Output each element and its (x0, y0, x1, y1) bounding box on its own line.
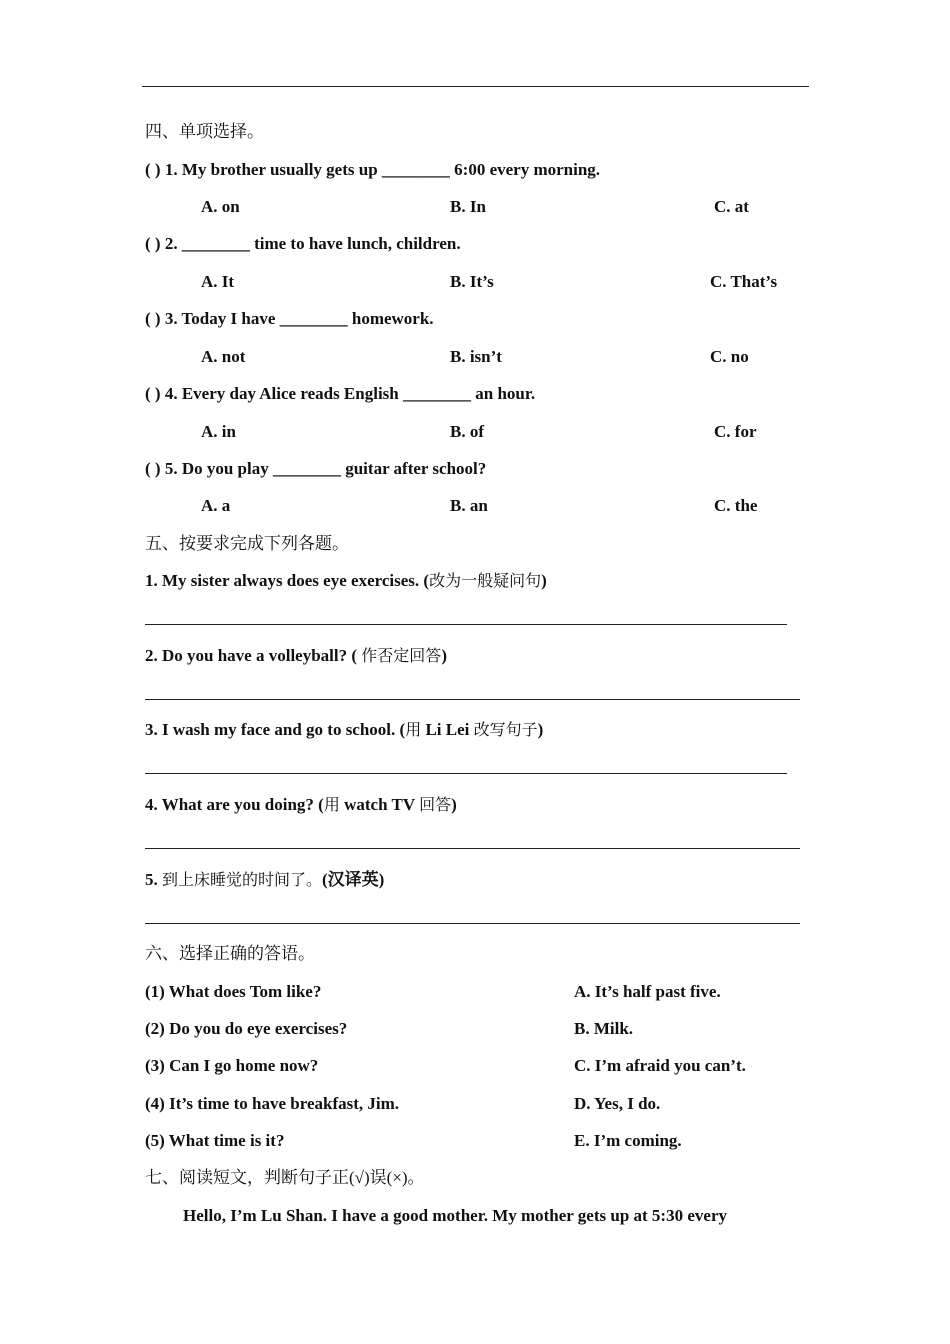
match-question-3: (3) Can I go home now? (145, 1056, 319, 1075)
match-answer-b: B. Milk. (574, 1019, 634, 1038)
section-4-title: 四、单项选择。 (145, 122, 264, 141)
match-question-5: (5) What time is it? (145, 1131, 285, 1150)
question-1: ( ) 1. My brother usually gets up ________ 6:00 every morning. (145, 160, 601, 179)
transform-item-3: 3. I wash my face and go to school. (用 Li Lei 改写句子) (145, 720, 544, 739)
q1-option-a: A. on (201, 197, 240, 216)
q4-option-c: C. for (714, 422, 757, 441)
section-6-title: 六、选择正确的答语。 (145, 944, 315, 963)
question-5: ( ) 5. Do you play ________ guitar after school? (145, 459, 487, 478)
q4-option-b: B. of (450, 422, 484, 441)
q2-option-c: C. That’s (710, 272, 778, 291)
q3-option-a: A. not (201, 347, 246, 366)
match-answer-e: E. I’m coming. (574, 1131, 682, 1150)
q5-option-c: C. the (714, 496, 758, 515)
q5-option-b: B. an (450, 496, 488, 515)
section-7-title: 七、阅读短文，判断句子正(√)误(×)。 (145, 1168, 425, 1187)
q1-option-c: C. at (714, 197, 749, 216)
header-rule (142, 86, 809, 87)
q2-option-a: A. It (201, 272, 235, 291)
transform-item-5: 5. 到上床睡觉的时间了。(汉译英) (145, 870, 385, 889)
q4-option-a: A. in (201, 422, 236, 441)
match-answer-c: C. I’m afraid you can’t. (574, 1056, 746, 1075)
answer-line-1[interactable] (145, 624, 787, 625)
q3-option-b: B. isn’t (450, 347, 502, 366)
reading-passage: Hello, I’m Lu Shan. I have a good mother. My mother gets up at 5:30 every (183, 1206, 727, 1225)
section-5-title: 五、按要求完成下列各题。 (145, 534, 349, 553)
q2-option-b: B. It’s (450, 272, 494, 291)
q1-option-b: B. In (450, 197, 486, 216)
answer-line-5[interactable] (145, 923, 800, 924)
question-4: ( ) 4. Every day Alice reads English ________ an hour. (145, 384, 536, 403)
match-question-4: (4) It’s time to have breakfast, Jim. (145, 1094, 400, 1113)
answer-line-3[interactable] (145, 773, 787, 774)
transform-item-1: 1. My sister always does eye exercises. (改为一般疑问句) (145, 571, 547, 590)
question-3: ( ) 3. Today I have ________ homework. (145, 309, 434, 328)
answer-line-4[interactable] (145, 848, 800, 849)
match-question-2: (2) Do you do eye exercises? (145, 1019, 348, 1038)
match-answer-d: D. Yes, I do. (574, 1094, 661, 1113)
q5-option-a: A. a (201, 496, 231, 515)
transform-item-4: 4. What are you doing? (用 watch TV 回答) (145, 795, 457, 814)
match-question-1: (1) What does Tom like? (145, 982, 322, 1001)
answer-line-2[interactable] (145, 699, 800, 700)
question-2: ( ) 2. ________ time to have lunch, children. (145, 234, 461, 253)
transform-item-2: 2. Do you have a volleyball? ( 作否定回答) (145, 646, 447, 665)
q3-option-c: C. no (710, 347, 749, 366)
match-answer-a: A. It’s half past five. (574, 982, 721, 1001)
